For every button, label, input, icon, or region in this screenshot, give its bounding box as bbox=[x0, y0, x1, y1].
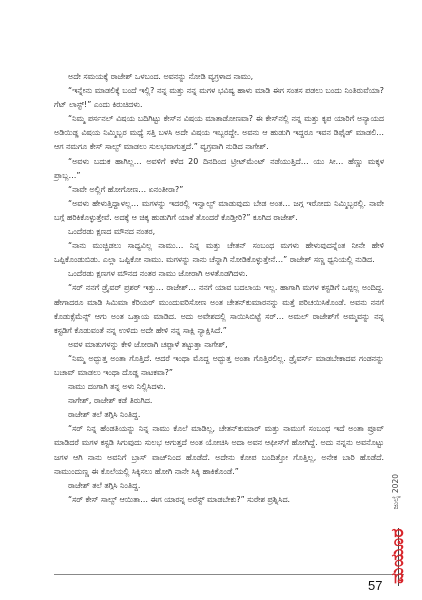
paragraph: “ನಿಮ್ಮ ಅದ್ಭುತ್ತ ಅಂತಾ ಗೊತ್ತಿದೆ. ಆದರೆ ಇಂಥಾ ಮೊದ್ದ ಅದ್ಭುತ್ತ ಅಂತಾ ಗೊತ್ತಿರಲಿಲ್ಲ. ಡ್ರೈವರ್ಸ್ ಮಾಡಬೇಕಾದವ ಗಂಡನನ್ನು ಬಚಾವ್ ಮಾಡಲು ಇಂಥಾ ದೊಡ್ಡ ನಾಟಕವಾ?” bbox=[54, 353, 384, 377]
paragraph: ನಾಮು ದಂಗಾಗಿ ತನ್ನ ಅಳು ನಿಲ್ಲಿಸಿದಳು. bbox=[68, 382, 166, 392]
story-text-column bbox=[54, 70, 384, 556]
paragraph: “ನಾವೇ ಅಲ್ಲಿಗೆ ಹೋಗೋಣ… ಏನಂತೀರಾ?” bbox=[68, 184, 184, 194]
magazine-name: ಮಯೂರ bbox=[388, 528, 408, 584]
page-number: 57 bbox=[368, 578, 383, 593]
paragraph: “ಅವಳು ಬದುಕ ಹಾಗಿಲ್ಲ… ಅವಳಿಗೆ ಕಳೆದ 20 ದಿನದಿಂದ ಟ್ರೀಟ್‌ಮೆಂಟ್ ನಡೆಯುತ್ತಿದೆ… ಯು ಸೀ… ಹೆಣ್ಣು ಮಕ್ಕಳ ಪ್ರಾಬ್ಲ…” bbox=[54, 156, 384, 180]
paragraph: “ಅವಳು ಹೇಳುತ್ತಿದ್ದಾಳಲ್ಲ… ಮಗಳನ್ನು ಇದರಲ್ಲಿ ಇನ್ವಾಲ್ವ್ ಮಾಡುವುದು ಬೇಡ ಅಂತ… ಜಗ್ಗ ಇರೋದು ನಿಮ್ಮಿಬ್ಬರಲ್ಲಿ. ನಾವೇ ಬಗ್ಗೆ ಹರಿಕಿಕೊಳ್ಳುತ್ತೇವೆ. ಅದಕ್ಕೆ ಆ ಚಿಕ್ಕ ಹುಡುಗಿಗೆ ಯಾಕೆ ತೊಂದರೆ ಕೊಡ್ತೀರಿ?” ಕೂಗಿದ ರಾಜೇಶ್. bbox=[54, 198, 384, 222]
paragraph: ಒಂದೆರಡು ಕ್ಷಣಗಳ ಮೌನದ ನಂತರ ನಾಮು ಜೋರಾಗಿ ಅಳತೊಡಗಿದಳು. bbox=[68, 269, 248, 279]
paragraph: “ಸರ್ ಕೇಸ್ ಸಾಲ್ವ್ ಆಯಿತಾ… ಈಗ ಯಾರನ್ನ ಅರೆಸ್ಟ್ ಮಾಡಬೇಕು?” ಸುರೇಶ ಪ್ರಶ್ನಿಸಿದ. bbox=[68, 494, 291, 504]
paragraph: ನಾಗೇಶ್, ರಾಜೇಶ್ ಕಡೆ ತಿರುಗಿದ. bbox=[68, 396, 153, 406]
footer-divider bbox=[54, 574, 404, 575]
paragraph: ಒಂದೆರಡು ಕ್ಷಣದ ಮೌನದ ನಂತರ, bbox=[68, 227, 156, 237]
paragraph: “ಸರ್ ನಿನ್ನ ಹೆಂಡತಿಯನ್ನು ನಿನ್ನ ನಾಮು ಕೊಲೆ ಮಾಡಿಲ್ಲ, ಚೇತನ್‌ಕುಮಾರ್ ಮತ್ತು ನಾಮುಗೆ ಸಂಬಂಧ ಇದೆ ಅಂತಾ ಪ್ರೂವ್ ಮಾಡಿದರೆ ಮಗಳ ಕಸ್ಟಡಿ ಸಿಗುವುದು ಸುಲಭ ಆಗುತ್ತದೆ ಅಂತ ಯೋಚಿಸಿ ಅದಾ ಅವನ ಆಫೀಸ್‌ಗೆ ಹೋಗಿದ್ದೆ. ಅದು ನನ್ನನು ಅವನೊಟ್ಟು ಜಗಳ ಆಗಿ ನಾನು ಅವನಿಗೆ ಬ್ರಾಸ್ ವಾಜ್‌ನಿಂದ ಹೊಡೆದೆ. ಅದೇನು ಕೋಪ ಬಂದಿತ್ತೋ ಗೊತ್ತಿಲ್ಲ, ಅನೇಕ ಬಾರಿ ಹೊಡೆದೆ. ನಾಮುಂದುಣ್ಣ ಈ ಕೊಲೆಯಲ್ಲಿ ಸಿಕ್ಕಿಸಲು ಹೋಗಿ ನಾನೇ ಸಿಕ್ಕಿ ಹಾಕಿಕೊಂಡೆ.” bbox=[54, 424, 384, 476]
paragraph: ಅದೇ ಸಮಯಕ್ಕೆ ರಾಜೇಶ್ ಒಳಬಂದ. ಅವನನ್ನು ನೋಡಿ ವ್ಯಗ್ರಳಾದ ನಾಮು, bbox=[68, 72, 254, 81]
paragraph: ರಾಜೇಶ್ ತಲೆ ತಗ್ಗಿಸಿ ನಿಂತಿದ್ದ. bbox=[68, 410, 141, 420]
paragraph: “ಇನ್ನೇನು ಮಾಡಲಿಕ್ಕೆ ಬಂದೆ ಇಲ್ಲಿ? ನನ್ನ ಮತ್ತು ನನ್ನ ಮಗಳ ಭವಿಷ್ಯ ಹಾಳು ಮಾಡಿ ಈಗ ಸಂತಸ ಪಡಲು ಬಂದು ನಿಂತಿರುವೆಯಾ? ಗೆಟ್ ಲಾಸ್ಟ್!” ಎಂದು ಕಿರುಚಿದಳು. bbox=[54, 86, 384, 110]
paragraph: ಅವಳ ಮಾತುಗಳನ್ನು ಕೇಳಿ ಜೋರಾಗಿ ಚಪ್ಪಾಳೆ ತಟ್ಟುತ್ತಾ ನಾಗೇಶ್, bbox=[68, 339, 228, 349]
paragraph: “ಸರ್ ನನಗೆ ಡ್ರೈವರ್ ಪ್ರಶರ್ ಇತ್ತು… ರಾಜೇಶ್… ನನಗೆ ಯಾವ ಬದಲಾಯ ಇಲ್ಲ. ಹಾಗಾಗಿ ಮಗಳ ಕಸ್ಟಡಿಗೆ ಒಪ್ಪಲ್ಲ ಅಂದಿದ್ದ. ಹೇಗಾದರೂ ಮಾಡಿ ಸಿಮಿಮಾ ಕೆರಿಯರ್ ಮುಂದುವರಿಸೋಣ ಅಂತ ಚೇತನ್‌ಕುಮಾರನನ್ನು ಮತ್ತೆ ಪರಿಚಯಿಸಿಕೊಂಡೆ. ಅವನು ನನಗೆ ಕೊಡುಕ್ಸೆಮೆನ್ಸ್ ಆಗು ಅಂತ ಒತ್ತಾಯ ಮಾಡಿದ. ಅದು ಅವೇಶದಲ್ಲಿ ಸಾಯಿಸಿಬಿಟ್ಟೆ ಸರ್… ಅಮಲ್ ರಾಜೇಶ್‌ಗೆ ಅಮ್ಮವನ್ನು ನನ್ನ ಕಸ್ಟಡಿಗೆ ಕೊಡುವಂತೆ ನನ್ನ ಉಳಿದು ಅದೇ ಹೇಳಿ ನನ್ನ ಸಾಕ್ಷಿ ನ್ಯಾಕ್ಷಿಸಿದೆ.” bbox=[54, 283, 384, 335]
paragraph: “ನಾನು ಮುಚ್ಚಿಡಲು ಸಾಧ್ಯವಿಲ್ಲ ನಾಮು… ನಿನ್ನ ಮತ್ತು ಚೇತನ್ ಸಂಬಂಧ ಮಗಳು ಹೇಳುವುದನ್ನೆಂತ ನೀನೇ ಹೇಳಿ ಒಪ್ಪಿಕೊಂಡುಬಿಡು. ಎಲ್ಲಾ ಒಪ್ಪಿಕೋ ನಾಮು. ಮಗಳನ್ನು ನಾನು ಚೆನ್ನಾಗಿ ನೋಡಿಕೊಳ್ಳುತ್ತೇನೆ…” ರಾಜೇಶ್ ಸಣ್ಣ ಧ್ವನಿಯಲ್ಲಿ ನುಡಿದ. bbox=[54, 241, 384, 265]
paragraph: “ನಿಮ್ಮ ಪರ್ಸನಲ್ ವಿಷಯ ಬದಿಗಿಟ್ಟು ಕೇಸ್‌ನ ವಿಷಯ ಮಾತಾಡೋಣವಾ? ಈ ಕೇಸ್‌ನಲ್ಲಿ ನನ್ನ ಮತ್ತು ಕೃಪ ಯಾರಿಗೆ ಅನ್ಯಾಯದ ಅಡಿಯಿಡ್ಡ ವಿಷಯ ನಿಮ್ಮಿಬ್ಬರ ಮಧ್ಯೆ ಸತ್ತಿ ಬಳಸಿ ಅದೇ ವಿಷಯ ಇಬ್ಬರದ್ದೇ. ಅವನು ಆ ಹುಡುಗಿ ಇದ್ದರೂ ಇವನ ಡಿಫೈಡ್ ಮಾಡಲಿ… ಆಗ ನಮಗೂ ಕೇಸ್ ಸಾಲ್ವ್ ಮಾಡಲು ಸುಲಭವಾಗುತ್ತದೆ.” ವ್ಯಗ್ರವಾಗಿ ನುಡಿದ ನಾಗೇಶ್. bbox=[54, 114, 384, 152]
paragraph: ರಾಜೇಶ್ ತಲೆ ತಗ್ಗಿಸಿ ನಿಂತಿದ್ದ. bbox=[68, 480, 141, 490]
issue-date: ಜುಲೈ 2020 bbox=[391, 474, 400, 510]
